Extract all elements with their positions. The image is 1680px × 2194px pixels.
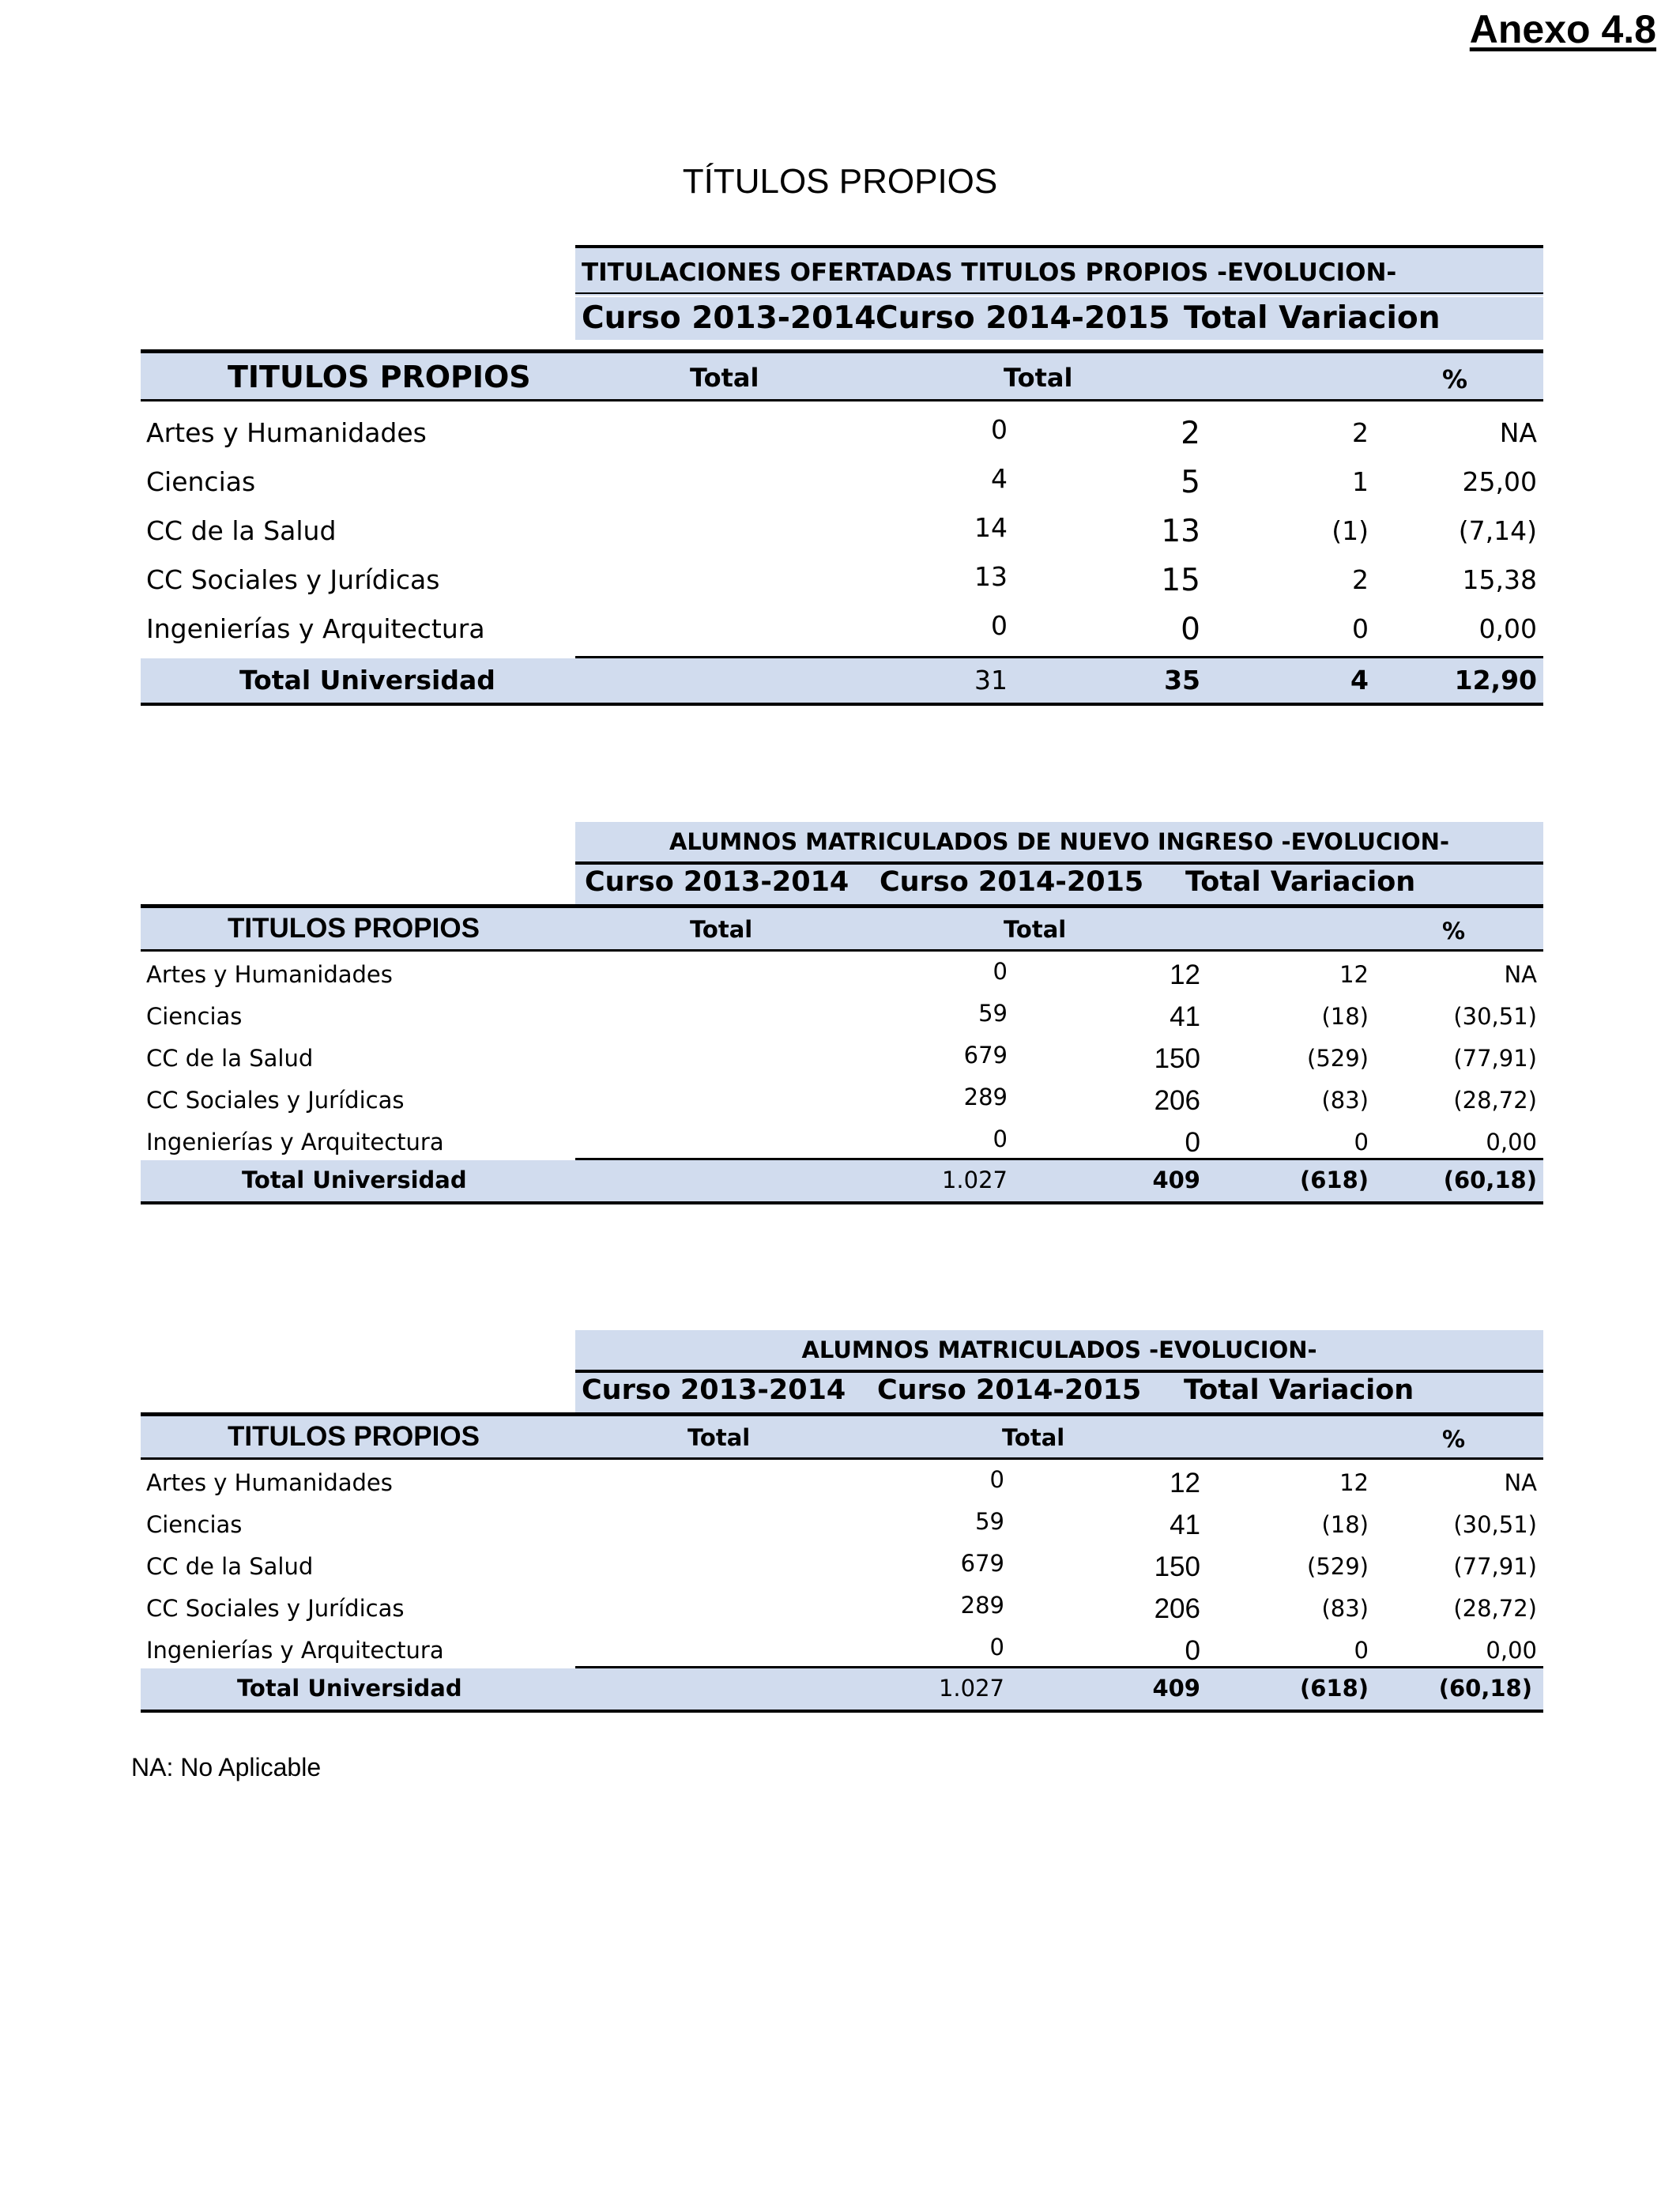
row-percent: (77,91) (1453, 1553, 1537, 1580)
row-percent: NA (1504, 1469, 1537, 1496)
row-value-2014: 12 (1170, 1468, 1200, 1498)
table-row (141, 1121, 1543, 1163)
table-row (141, 1545, 1543, 1587)
total-name: Total Universidad (237, 1675, 462, 1702)
table-row (141, 411, 1543, 460)
row-variation: (18) (1321, 1003, 1369, 1030)
row-name: Ciencias (146, 1511, 243, 1538)
total-variation: (618) (1299, 1167, 1369, 1193)
total-variacion-label: Total Variacion (1184, 300, 1441, 336)
row-variation: (18) (1321, 1511, 1369, 1538)
row-value-2014: 150 (1154, 1043, 1200, 1074)
row-value-2013: 14 (974, 512, 1008, 543)
total-variation: (618) (1299, 1675, 1369, 1702)
row-variation: 0 (1354, 1637, 1369, 1664)
row-name: Ingenierías y Arquitectura (146, 1129, 444, 1155)
col-total-2013: Total (690, 916, 753, 943)
total-row (141, 1160, 1543, 1204)
table-band-title: ALUMNOS MATRICULADOS DE NUEVO INGRESO -EVOLUCION- (575, 822, 1543, 863)
row-name: Ingenierías y Arquitectura (146, 613, 485, 644)
row-percent: 25,00 (1462, 466, 1537, 497)
row-value-2013: 289 (963, 1084, 1008, 1110)
col-percent: % (1442, 918, 1466, 944)
row-value-2013: 679 (960, 1550, 1004, 1577)
row-name: CC de la Salud (146, 515, 337, 546)
col-percent: % (1442, 1426, 1466, 1453)
row-value-2014: 0 (1185, 1635, 1200, 1666)
row-value-2014: 41 (1170, 1510, 1200, 1540)
row-value-2013: 4 (991, 463, 1008, 494)
row-name: Ciencias (146, 1003, 243, 1030)
row-value-2014: 206 (1154, 1593, 1200, 1624)
total-variation: 4 (1350, 665, 1369, 696)
row-value-2013: 0 (989, 1466, 1004, 1493)
total-percent: (60,18) (1443, 1167, 1537, 1193)
row-value-2013: 13 (974, 561, 1008, 592)
row-variation: 0 (1352, 613, 1369, 644)
table-row (141, 953, 1543, 995)
row-variation: (529) (1307, 1553, 1369, 1580)
row-percent: NA (1499, 417, 1537, 448)
curso-2013-label: Curso 2013-2014 (585, 866, 849, 898)
total-value-2013: 31 (974, 665, 1008, 696)
row-value-2014: 0 (1185, 1127, 1200, 1158)
row-name: CC Sociales y Jurídicas (146, 1087, 405, 1114)
row-variation: (529) (1307, 1045, 1369, 1072)
row-value-2014: 5 (1181, 465, 1200, 500)
row-value-2013: 0 (991, 414, 1008, 445)
row-header-label: TITULOS PROPIOS (228, 360, 531, 394)
row-variation: 0 (1354, 1129, 1369, 1155)
column-header-row (141, 904, 1543, 952)
total-row (141, 1668, 1543, 1713)
table-row (141, 509, 1543, 558)
col-percent: % (1442, 364, 1468, 394)
row-value-2013: 679 (963, 1042, 1008, 1069)
row-header-label: TITULOS PROPIOS (228, 913, 480, 944)
col-total-2014: Total (1004, 916, 1067, 943)
table-band-title: TITULACIONES OFERTADAS TITULOS PROPIOS -EVOLUCION- (575, 245, 1543, 296)
table-band-title: ALUMNOS MATRICULADOS -EVOLUCION- (575, 1330, 1543, 1371)
table-row (141, 1037, 1543, 1079)
page-title: TÍTULOS PROPIOS (682, 162, 998, 201)
row-name: Artes y Humanidades (146, 417, 427, 448)
row-value-2013: 0 (989, 1634, 1004, 1661)
total-variacion-label: Total Variacion (1184, 1374, 1414, 1406)
row-variation: 1 (1352, 466, 1369, 497)
row-percent: NA (1504, 961, 1537, 988)
row-header-label: TITULOS PROPIOS (228, 1421, 480, 1452)
row-name: CC de la Salud (146, 1045, 314, 1072)
row-value-2014: 150 (1154, 1551, 1200, 1582)
curso-2014-label: Curso 2014-2015 (877, 1374, 1142, 1406)
total-value-2014: 409 (1152, 1675, 1200, 1702)
col-total-2013: Total (690, 363, 759, 393)
row-percent: (28,72) (1453, 1087, 1537, 1114)
column-header-row (141, 1412, 1543, 1460)
row-name: Artes y Humanidades (146, 1469, 393, 1496)
table-row (141, 558, 1543, 607)
row-value-2014: 13 (1161, 514, 1200, 549)
footnote: NA: No Aplicable (131, 1753, 322, 1781)
annex-label: Anexo 4.8 (1469, 7, 1656, 51)
row-percent: (28,72) (1453, 1595, 1537, 1622)
row-value-2013: 0 (993, 1125, 1008, 1152)
table-row (141, 1587, 1543, 1629)
col-total-2014: Total (1002, 1424, 1065, 1451)
row-value-2014: 12 (1170, 959, 1200, 990)
row-value-2013: 0 (991, 610, 1008, 641)
table-row (141, 1079, 1543, 1121)
total-variacion-label: Total Variacion (1185, 866, 1416, 898)
row-value-2014: 0 (1181, 612, 1200, 647)
curso-2014-label: Curso 2014-2015 (880, 866, 1144, 898)
row-variation: (83) (1321, 1087, 1369, 1114)
row-value-2014: 41 (1170, 1001, 1200, 1032)
row-value-2013: 59 (975, 1508, 1004, 1535)
row-value-2014: 206 (1154, 1085, 1200, 1116)
row-percent: 15,38 (1462, 564, 1537, 595)
row-percent: 0,00 (1486, 1637, 1537, 1664)
table-row (141, 995, 1543, 1037)
curso-header-row (575, 297, 1543, 340)
row-percent: (7,14) (1458, 515, 1537, 546)
row-name: CC Sociales y Jurídicas (146, 564, 440, 595)
col-total-2014: Total (1004, 363, 1073, 393)
row-variation: 12 (1339, 1469, 1369, 1496)
table-nuevo-ingreso (141, 822, 1543, 1205)
table-row (141, 1461, 1543, 1503)
row-percent: (30,51) (1453, 1003, 1537, 1030)
total-value-2014: 35 (1164, 665, 1200, 696)
total-value-2013: 1.027 (938, 1675, 1004, 1702)
total-value-2014: 409 (1152, 1167, 1200, 1193)
total-name: Total Universidad (242, 1167, 467, 1193)
row-value-2014: 2 (1181, 416, 1200, 451)
table-titulaciones (141, 245, 1543, 699)
row-name: Ciencias (146, 466, 256, 497)
row-percent: (30,51) (1453, 1511, 1537, 1538)
table-row (141, 1503, 1543, 1545)
row-name: Artes y Humanidades (146, 961, 393, 988)
row-variation: 2 (1352, 564, 1369, 595)
row-value-2013: 289 (960, 1592, 1004, 1619)
row-value-2014: 15 (1161, 563, 1200, 598)
row-name: CC de la Salud (146, 1553, 314, 1580)
total-name: Total Universidad (239, 665, 495, 696)
curso-2014-label: Curso 2014-2015 (876, 300, 1170, 336)
col-total-2013: Total (687, 1424, 751, 1451)
total-row (141, 658, 1543, 706)
row-percent: 0,00 (1478, 613, 1537, 644)
table-row (141, 607, 1543, 656)
total-percent: 12,90 (1454, 665, 1537, 696)
total-percent: (60,18) (1438, 1675, 1532, 1702)
row-percent: 0,00 (1486, 1129, 1537, 1155)
row-variation: (1) (1332, 515, 1369, 546)
row-percent: (77,91) (1453, 1045, 1537, 1072)
row-variation: (83) (1321, 1595, 1369, 1622)
row-name: Ingenierías y Arquitectura (146, 1637, 444, 1664)
row-variation: 12 (1339, 961, 1369, 988)
column-header-row (141, 349, 1543, 401)
curso-2013-label: Curso 2013-2014 (582, 1374, 846, 1406)
table-row (141, 1629, 1543, 1671)
row-name: CC Sociales y Jurídicas (146, 1595, 405, 1622)
row-variation: 2 (1352, 417, 1369, 448)
table-row (141, 460, 1543, 509)
row-value-2013: 59 (978, 1000, 1008, 1027)
table-matriculados (141, 1330, 1543, 1713)
total-value-2013: 1.027 (941, 1167, 1008, 1193)
curso-2013-label: Curso 2013-2014 (582, 300, 876, 336)
row-value-2013: 0 (993, 958, 1008, 985)
